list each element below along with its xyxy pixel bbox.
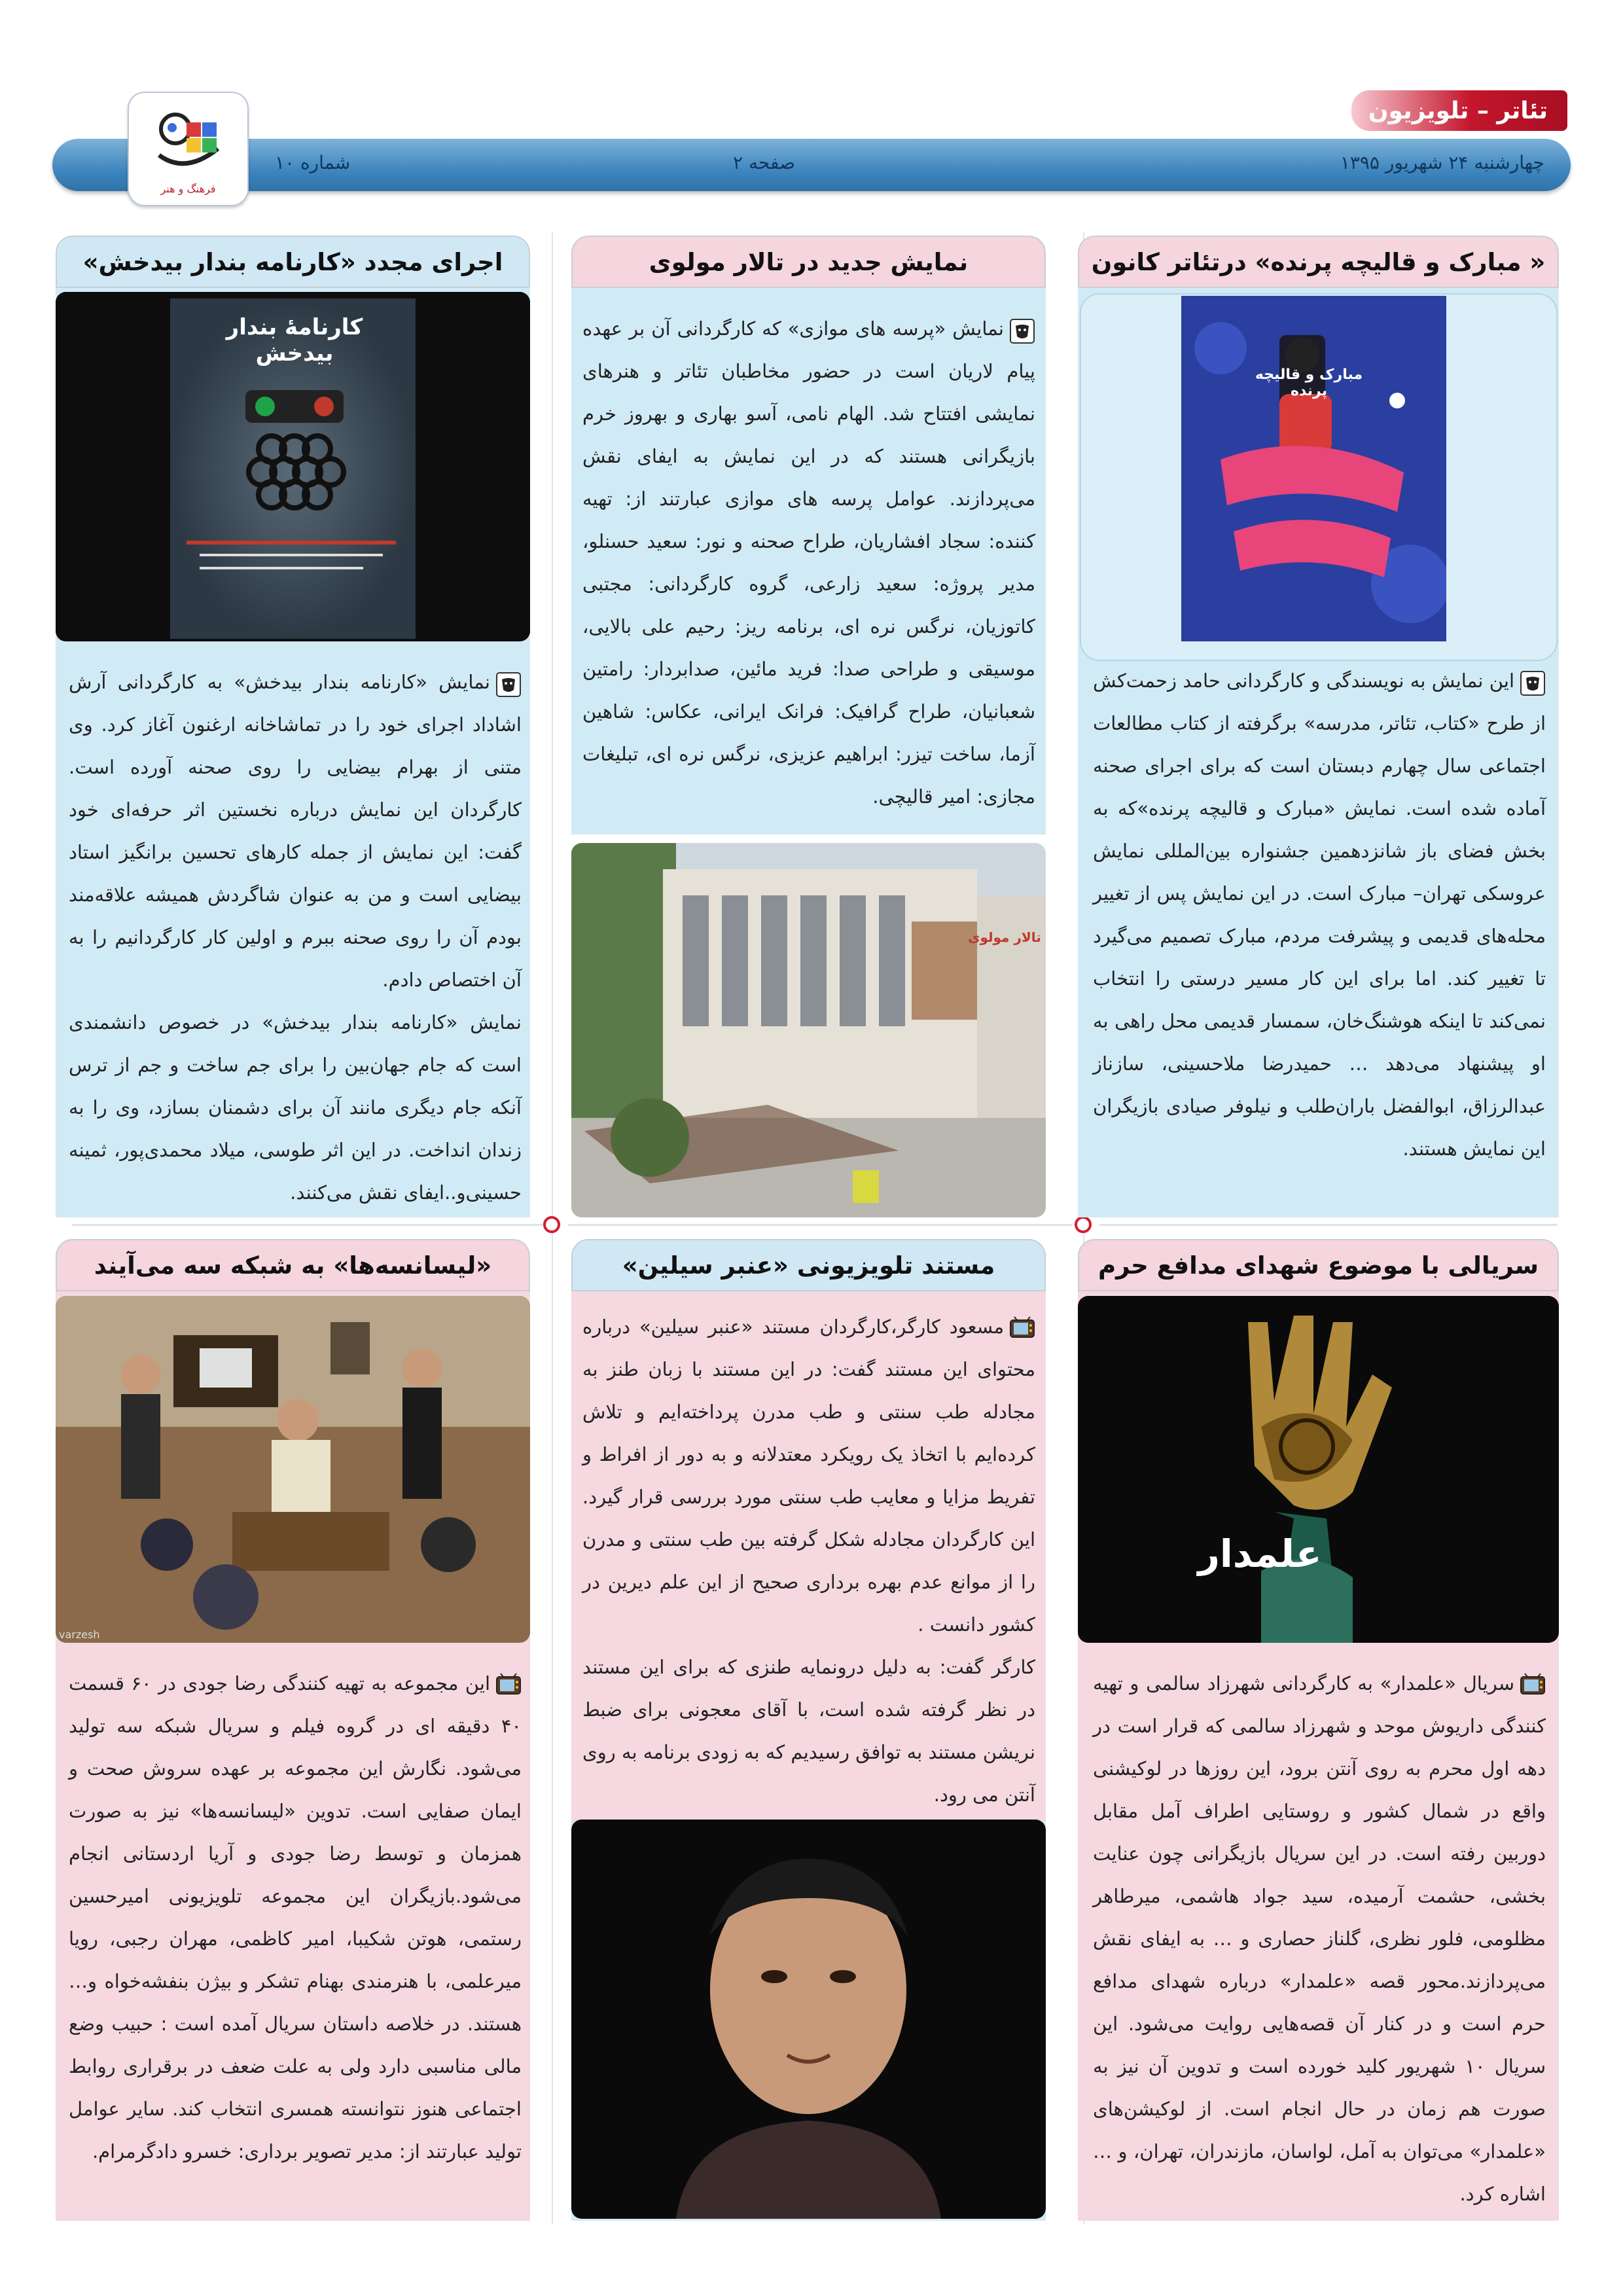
article-title: مستند تلویزیونی «عنبر سیلین»: [571, 1239, 1046, 1291]
article-title: «لیسانسه‌ها» به شبکه سه می‌آیند: [56, 1239, 530, 1291]
article-text: [1093, 1662, 1546, 2215]
row-divider: [72, 1224, 543, 1226]
article-text: [69, 661, 522, 1214]
mobarak-body: این نمایش به نویسندگی و کارگردانی حامد زحمت‌کش از طرح «کتاب، تئاتر، مدرسه» برگرفته از کتاب مطالعات اجتماعی سال چهارم دبستان است که برای اجرای صحنه آماده شده است. نمایش «مبارک و قالیچه پرنده»که به بخش فضای باز شانزدهمین جشنواره بین‌المللی نمایش عروسکی تهران– مبارک است. در این نمایش پس از تغییر محله‌های قدیمی و پیشرفت مردم، مبارک تصمیم می‌گیرد تا تغییر کند. اما برای این کار مسیر درستی را انتخاب نمی‌کند تا اینکه هوشنگ‌خان، سمسار قدیمی محل راهی به او پیشنهاد می‌دهد … حمیدرضا ملاحسینی، سازناز عبدالرزاق، ابوالفضل باران‌طلب و نیلوفر صیادی بازیگران این نمایش هستند.: [1093, 670, 1546, 1160]
ring-ornament: [543, 1216, 560, 1233]
article-anbar: [571, 1239, 1046, 1291]
page-number: صفحه ۲: [733, 152, 795, 173]
article-karnameh: [56, 236, 530, 288]
row-divider: [1099, 1224, 1558, 1226]
anbar-body-2: کارگر گفت: به دلیل درونمایه طنزی که برای این مستند در نظر گرفته شده است، با آقای معجونی برای ضبط نریشن مستند به توافق رسیدیم که به زودی برنامه به روی آنتن می رود.: [582, 1656, 1035, 1806]
anbar-body-1: مسعود کارگر،کارگردان مستند «عنبر سیلین» درباره محتوای این مستند گفت: در این مستند با زبان طنز به مجادله طب سنتی و طب مدرن پرداخته‌ایم و تلاش کرده‌ایم با اتخاذ یک رویکرد معتدلانه و به دور از افراط و تفریط مزایا و معایب طب سنتی مورد بررسی قرار گیرد. این کارگردان مجادله شکل گرفته بین طب سنتی و مدرن را از موانع عدم بهره برداری صحیح از این علم دیرین در کشور دانست .: [582, 1316, 1035, 1636]
article-title: « مبارک و قالیچه پرنده» درتئاتر کانون: [1078, 236, 1559, 288]
alamdar-poster-title: علمدار: [1198, 1532, 1322, 1576]
molavi-hall-photo: [571, 843, 1046, 1217]
theater-mask-icon: [1520, 669, 1546, 695]
lisanseha-body: این مجموعه به تهیه کنندگی رضا جودی در ۶۰ قسمت ۴۰ دقیقه ای در گروه فیلم و سریال شبکه سه تولید می‌شود. نگارش این مجموعه بر عهده سروش صحت و ایمان صفایی است. تدوین «لیسانسه‌ها» نیز به صورت همزمان و توسط رضا جودی و آریا اردستانی انجام می‌شود.بازیگران این مجموعه تلویزیونی امیرحسین رستمی، هوتن شکیبا، امیر کاظمی، مهران رجبی، رویا میرعلمی، با هنرمندی بهنام تشکر و بیژن بنفشه‌خواه و… هستند. در خلاصه داستان سریال آمده است : حبیب وضع مالی مناسبی دارد ولی به علت ضعف در برقراری روابط اجتماعی هنوز نتوانسته همسری انتخاب کند. سایر عوامل تولید عبارتند از: مدیر تصویر برداری: خسرو دادگرمرام.: [69, 1672, 522, 2162]
karnameh-poster-title: کارنامهٔ بندار بیدخش: [226, 314, 363, 367]
logo-text: فرهنگ و هنر: [160, 183, 216, 195]
article-lisanseha: [56, 1239, 530, 1291]
article-text: [69, 1662, 522, 2173]
article-mobarak: [1078, 236, 1559, 288]
issue-date: چهارشنبه ۲۴ شهریور ۱۳۹۵: [1340, 152, 1544, 173]
article-text: [1093, 660, 1546, 1170]
logo: [128, 92, 249, 206]
article-text: [582, 308, 1035, 818]
alamdar-poster-image: [1078, 1296, 1559, 1643]
section-tag: تئاتر – تلویزیون: [1351, 90, 1567, 131]
tv-icon: [495, 1672, 522, 1698]
article-title: نمایش جدید در تالار مولوی: [571, 236, 1046, 288]
date-bar: [52, 139, 1571, 191]
karnameh-body-1: نمایش «کارنامه بندار بیدخش» به کارگردانی آرش اشاداد اجرای خود را در تماشاخانه ارغنون آغاز کرد. وی متنی از بهرام بیضایی را روی صحنه آورده است. کارگردان این نمایش درباره نخستین اثر حرفه‌ای خود گفت: این نمایش از جمله کارهای تحسین برانگیز استاد بیضایی است و من به عنوان شاگردش همیشه علاقه‌مند بودم آن را روی صحنه ببرم و اولین کار کارگردانیم را به آن اختصاص دادم.: [69, 671, 522, 991]
article-parseh: [571, 236, 1046, 288]
article-title: سریالی با موضوع شهدای مدافع حرم: [1078, 1239, 1559, 1291]
karnameh-body-2: نمایش «کارنامه بندار بیدخش» در خصوص دانشمندی است که جام جهان‌بین را برای جم ساخت و جم از ترس آنکه جام دیگری مانند آن برای دشمنان بسازد، وی را به زندان انداخت. در این اثر طوسی، میلاد محمدی‌پور، ثمینه حسینی‌و..ایفای نقش می‌کنند.: [69, 1011, 522, 1204]
molavi-sign: تالار مولوی: [968, 929, 1041, 945]
tv-icon: [1009, 1315, 1035, 1341]
logo-emblem-icon: [146, 103, 231, 181]
theater-mask-icon: [495, 670, 522, 696]
issue-number: شماره ۱۰: [275, 152, 351, 173]
mobarak-poster-title: مبارک و قالیچه پرنده: [1255, 367, 1363, 399]
tv-icon: [1520, 1672, 1546, 1698]
photo-watermark: varzesh: [59, 1628, 100, 1641]
article-text: [582, 1306, 1035, 1816]
alamdar-body: سریال «علمدار» به کارگردانی شهرزاد سالمی و تهیه کنندگی داریوش موحد و شهرزاد سالمی که قرار است در دهه اول محرم به روی آنتن برود، این روزها در لوکیشنی واقع در شمال کشور و روستایی اطراف آمل مقابل دوربین رفته است. در این سریال بازیگرانی چون عنایت بخشی، حشمت آرمیده، سید جواد هاشمی، میرطاهر مظلومی، فلور نظری، گلناز حصاری و … به ایفای نقش می‌پردازند.محور قصه «علمدار» درباره شهدای مدافع حرم است و در کنار آن قصه‌هایی روایت می‌شود. این سریال ۱۰ شهریور کلید خورده است و تدوین آن نیز به صورت هم زمان در حال انجام است. از لوکیشن‌های «علمدار» می‌توان به آمل، لواسان، مازندران، تهران، و … اشاره کرد.: [1093, 1672, 1546, 2205]
portrait-photo: [571, 1820, 1046, 2219]
theater-mask-icon: [1009, 317, 1035, 343]
row-divider: [568, 1224, 1072, 1226]
lisanseha-set-photo: [56, 1296, 530, 1643]
ring-ornament: [1075, 1216, 1092, 1233]
article-alamdar: [1078, 1239, 1559, 1291]
article-title: اجرای مجدد «کارنامه بندار بیدخش»: [56, 236, 530, 288]
parseh-body: نمایش «پرسه های موازی» که کارگردانی آن بر عهده پیام لاریان است در حضور مخاطبان تئاتر و هنرهای نمایشی افتتاح شد. الهام نامی، آسو بهاری و بهروز خرم بازیگرانی هستند که در این نمایش به ایفای نقش می‌پردازند. عوامل پرسه های موازی عبارتند از: تهیه کننده: سجاد افشاریان، طراح صحنه و نور: سعید حسنلو، مدیر پروژه: سعید زارعی، گروه کارگردانی: مجتبی کاتوزیان، نرگس نره ای، برنامه ریز: رحیم علی بالایی، موسیقی و طراحی صدا: فرید مائین، صدابردار: رامتین شعبانیان، طراح گرافیک: فرانک ایرانی، عکاس: شاهین آزما، ساخت تیزر: ابراهیم عزیزی، نرگس نره ای، تبلیغات مجازی: امیر قالیچی.: [582, 317, 1035, 808]
mobarak-poster-image: [1181, 296, 1446, 641]
